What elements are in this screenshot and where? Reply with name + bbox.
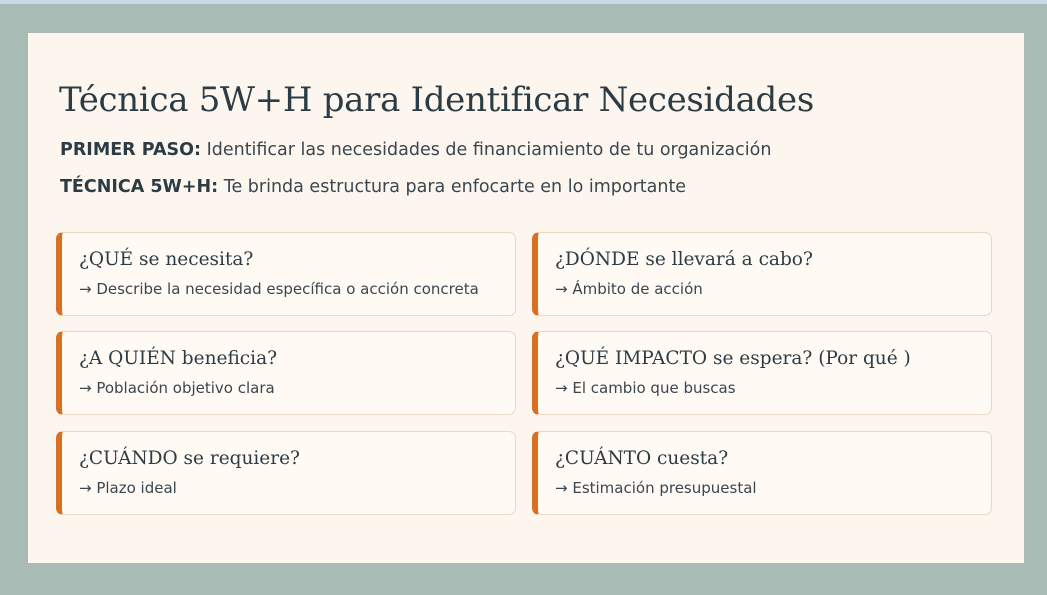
card-detail: → Ámbito de acción: [555, 280, 703, 298]
card-detail: → Población objetivo clara: [79, 379, 275, 397]
card-where: [532, 232, 992, 316]
card-question: ¿QUÉ IMPACTO se espera? (Por qué ): [555, 348, 911, 369]
card-what: [56, 232, 516, 316]
first-step-label: PRIMER PASO:: [60, 140, 201, 160]
page-title: Técnica 5W+H para Identificar Necesidades: [59, 80, 814, 120]
technique-text: Te brinda estructura para enfocarte en lo importante: [218, 177, 687, 197]
slide: [28, 33, 1024, 563]
card-how-much: [532, 431, 992, 515]
card-question: ¿CUÁNTO cuesta?: [555, 448, 729, 469]
card-question: ¿A QUIÉN beneficia?: [79, 348, 278, 369]
first-step-text: Identificar las necesidades de financiamiento de tu organización: [201, 140, 772, 160]
technique-line: [60, 175, 686, 199]
technique-label: TÉCNICA 5W+H:: [60, 177, 219, 197]
card-question: ¿CUÁNDO se requiere?: [79, 448, 300, 469]
card-question: ¿QUÉ se necesita?: [79, 249, 254, 270]
card-who: [56, 331, 516, 415]
card-detail: → Plazo ideal: [79, 479, 177, 497]
top-strip: [0, 0, 1047, 4]
card-detail: → El cambio que buscas: [555, 379, 736, 397]
card-question: ¿DÓNDE se llevará a cabo?: [555, 249, 813, 270]
card-detail: → Describe la necesidad específica o acción concreta: [79, 280, 479, 298]
card-when: [56, 431, 516, 515]
first-step-line: [60, 138, 771, 162]
card-impact: [532, 331, 992, 415]
card-detail: → Estimación presupuestal: [555, 479, 757, 497]
